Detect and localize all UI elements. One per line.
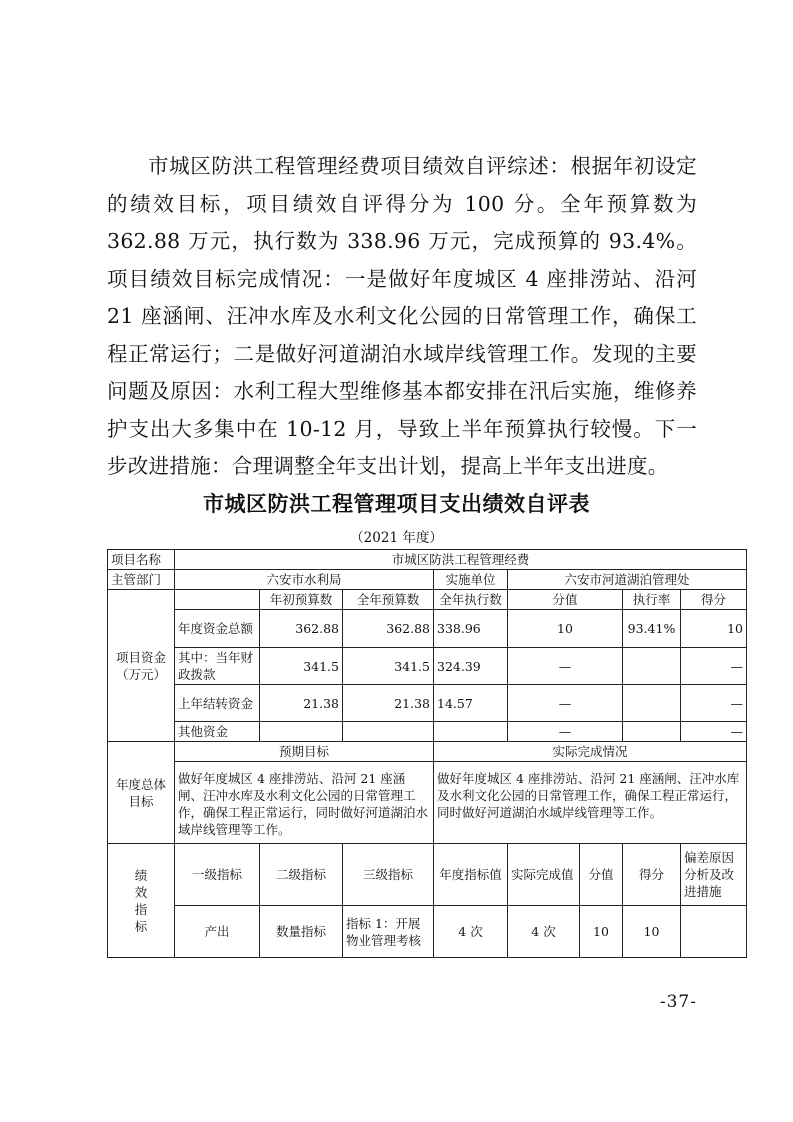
- table-row: [108, 742, 747, 762]
- table-row: [108, 648, 747, 685]
- funds-row-score: —: [681, 722, 747, 742]
- unit-label: 实施单位: [434, 570, 508, 590]
- funds-row-score-value: —: [508, 722, 623, 742]
- funds-row-score: —: [681, 648, 747, 685]
- table-year: （2021 年度）: [350, 530, 443, 546]
- goal-label: 年度总体目标: [108, 742, 175, 844]
- indicator-level2: 数量指标: [260, 906, 343, 958]
- funds-row-rate: 93.41%: [623, 610, 681, 648]
- indicator-deviation: [681, 906, 747, 958]
- indicator-score: 10: [623, 906, 681, 958]
- funds-row-score-value: 10: [508, 610, 623, 648]
- indicators-label: 绩效指标: [108, 844, 175, 958]
- funds-row-initial: 341.5: [260, 648, 343, 685]
- table-row: [108, 722, 747, 742]
- table-row: [108, 590, 747, 610]
- table-row: [108, 762, 747, 844]
- funds-header-initial: 年初预算数: [260, 590, 343, 610]
- indicator-header-score: 得分: [623, 844, 681, 906]
- page-number: -37-: [659, 992, 697, 1012]
- indicator-header-level3: 三级指标: [343, 844, 434, 906]
- funds-row-initial: [260, 722, 343, 742]
- funds-row-annual: 362.88: [343, 610, 434, 648]
- table-row: [108, 610, 747, 648]
- funds-row-rate: [623, 648, 681, 685]
- expected-goal-text: 做好年度城区 4 座排涝站、沿河 21 座涵闸、汪冲水库及水利文化公园的日常管理工作，确保工程正常运行，同时做好河道湖泊水域岸线管理等工作。: [175, 762, 434, 844]
- funds-row-rate: [623, 685, 681, 722]
- indicator-header-level1: 一级指标: [175, 844, 260, 906]
- funds-row-score: —: [681, 685, 747, 722]
- dept-value: 六安市水利局: [175, 570, 434, 590]
- dept-label: 主管部门: [108, 570, 175, 590]
- actual-completion-label: 实际完成情况: [434, 742, 747, 762]
- funds-header-score-value: 分值: [508, 590, 623, 610]
- funds-row-annual: 341.5: [343, 648, 434, 685]
- table-row: [108, 550, 747, 570]
- funds-header-rate: 执行率: [623, 590, 681, 610]
- indicator-header-actual: 实际完成值: [508, 844, 580, 906]
- table-row: [108, 844, 747, 906]
- project-name-label: 项目名称: [108, 550, 175, 570]
- project-name: 市城区防洪工程管理经费: [175, 550, 747, 570]
- funds-header-executed: 全年执行数: [434, 590, 508, 610]
- table-row: [108, 570, 747, 590]
- funds-row-score: 10: [681, 610, 747, 648]
- indicator-actual: 4 次: [508, 906, 580, 958]
- funds-header-annual: 全年预算数: [343, 590, 434, 610]
- funds-row-initial: 362.88: [260, 610, 343, 648]
- funds-row-annual: [343, 722, 434, 742]
- funds-row-executed: [434, 722, 508, 742]
- table-row: [108, 685, 747, 722]
- summary-paragraph: 市城区防洪工程管理经费项目绩效自评综述：根据年初设定的绩效目标，项目绩效自评得分为 100 分。全年预算数为 362.88 万元，执行数为 338.96 万元，完成预算的 93.4%。项目绩效目标完成情况：一是做好年度城区 4 座排涝站、沿河 21 座涵闸、汪冲水库及水利文化公园的日常管理工作，确保工程正常运行；二是做好河道湖泊水域岸线管理工作。发现的主要问题及原因：水利工程大型维修基本都安排在汛后实施，维修养护支出大多集中在 10-12 月，导致上半年预算执行较慢。下一步改进措施：合理调整全年支出计划，提高上半年支出进度。: [107, 154, 697, 478]
- unit-value: 六安市河道湖泊管理处: [508, 570, 747, 590]
- table-row: [108, 906, 747, 958]
- funds-row-executed: 14.57: [434, 685, 508, 722]
- funds-row-executed: 338.96: [434, 610, 508, 648]
- funds-row-label: 其他资金: [175, 722, 260, 742]
- funds-row-executed: 324.39: [434, 648, 508, 685]
- funds-row-annual: 21.38: [343, 685, 434, 722]
- indicator-header-level2: 二级指标: [260, 844, 343, 906]
- funds-row-score-value: —: [508, 685, 623, 722]
- actual-completion-text: 做好年度城区 4 座排涝站、沿河 21 座涵闸、汪冲水库及水利文化公园的日常管理工作，确保工程正常运行，同时做好河道湖泊水域岸线管理等工作。: [434, 762, 747, 844]
- indicator-header-deviation: 偏差原因分析及改进措施: [681, 844, 747, 906]
- indicator-score-value: 10: [580, 906, 623, 958]
- funds-header-score: 得分: [681, 590, 747, 610]
- funds-row-rate: [623, 722, 681, 742]
- funds-row-initial: 21.38: [260, 685, 343, 722]
- funds-header-empty: [175, 590, 260, 610]
- indicator-header-score-value: 分值: [580, 844, 623, 906]
- funds-row-score-value: —: [508, 648, 623, 685]
- funds-row-label: 年度资金总额: [175, 610, 260, 648]
- expected-goal-label: 预期目标: [175, 742, 434, 762]
- funds-row-label: 上年结转资金: [175, 685, 260, 722]
- funds-row-label: 其中：当年财政拨款: [175, 648, 260, 685]
- performance-table: [107, 549, 747, 958]
- indicator-header-target: 年度指标值: [434, 844, 508, 906]
- indicator-target: 4 次: [434, 906, 508, 958]
- table-title: 市城区防洪工程管理项目支出绩效自评表: [203, 492, 590, 516]
- funds-label: 项目资金（万元）: [108, 590, 175, 742]
- indicator-level1: 产出: [175, 906, 260, 958]
- indicator-level3: 指标 1：开展物业管理考核: [343, 906, 434, 958]
